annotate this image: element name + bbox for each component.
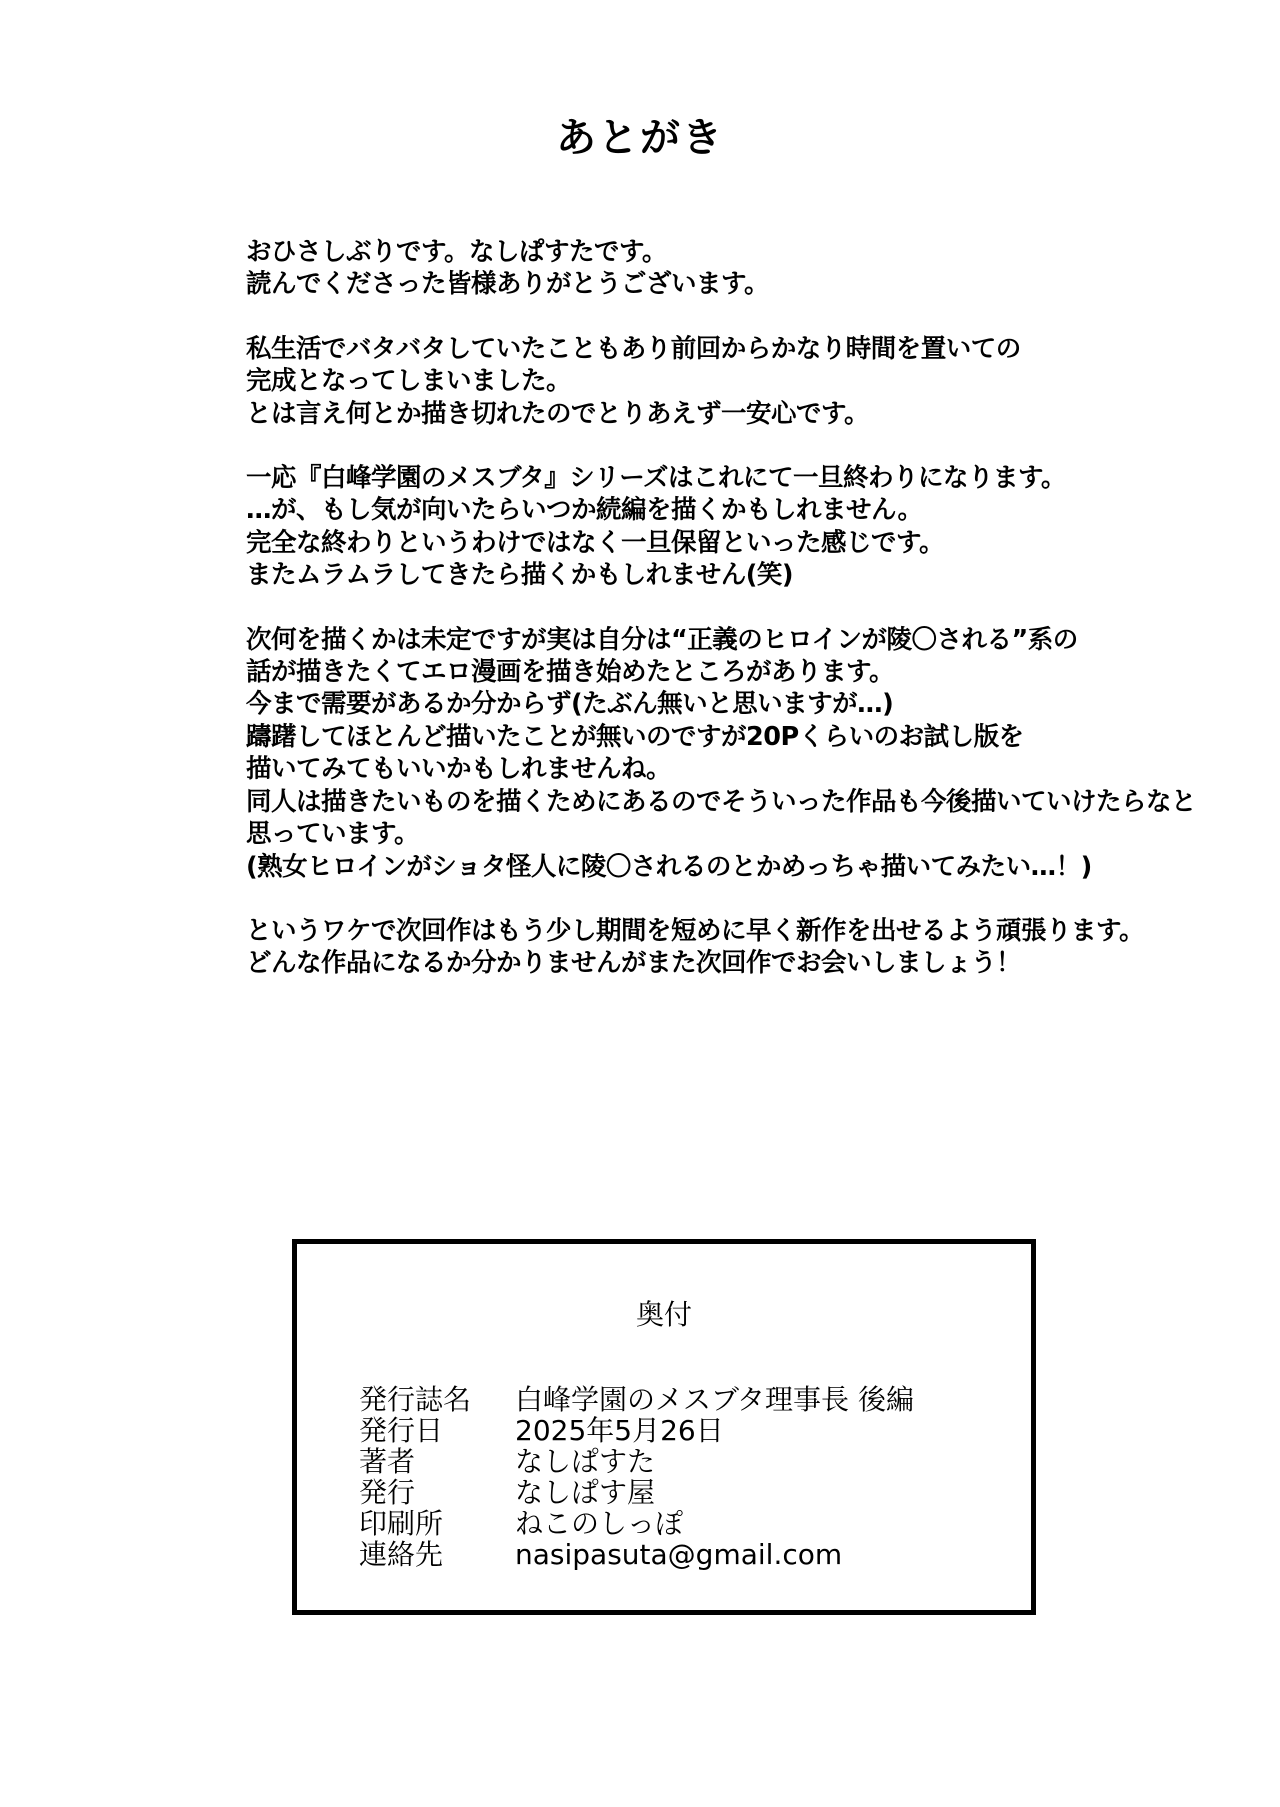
text-line: 完成となってしまいました。 [246,366,572,397]
colophon-value: なしぱすた [515,1445,656,1478]
colophon-row-contact [359,1539,914,1570]
text-line: というワケで次回作はもう少し期間を短めに早く新作を出せるよう頑張ります。 [246,915,1144,946]
paragraph-series-end [246,462,1236,592]
text-line: 次何を描くかは未定ですが実は自分は“正義のヒロインが陵〇される”系の [246,624,1078,655]
text-line: おひさしぶりです。なしぱすたです。 [246,237,667,267]
colophon-row-publication-title [359,1384,914,1415]
paragraph-completion [246,333,1236,430]
text-line: 私生活でバタバタしていたこともあり前回からかなり時間を置いての [246,333,1021,364]
colophon-row-printer [359,1508,914,1539]
text-line: またムラムラしてきたら描くかもしれません(笑) [246,560,794,591]
colophon-title: 奥付 [635,1298,692,1331]
colophon-label: 発行日 [359,1414,444,1447]
colophon-row-publication-date [359,1415,914,1446]
paragraph-greeting [246,236,1236,301]
afterword-text [246,236,1236,1012]
colophon-label: 発行誌名 [359,1383,472,1416]
text-line: 読んでくださった皆様ありがとうございます。 [246,269,769,300]
text-line: 完全な終わりというわけではなく一旦保留といった感じです。 [246,527,944,558]
colophon-label: 連絡先 [359,1538,444,1571]
text-line: 一応『白峰学園のメスブタ』シリーズはこれにて一旦終わりになります。 [246,463,1066,494]
colophon-label: 印刷所 [359,1507,444,1540]
colophon-label: 著者 [359,1445,416,1478]
text-line: とは言え何とか描き切れたのでとりあえず一安心です。 [246,398,869,429]
text-line: どんな作品になるか分かりませんがまた次回作でお会いしましょう！ [246,948,1022,979]
text-line: 描いてみてもいいかもしれませんね。 [246,754,672,785]
text-line: …が、もし気が向いたらいつか続編を描くかもしれません。 [246,495,923,526]
paragraph-next-plans [246,624,1236,883]
colophon-box [292,1239,1036,1615]
text-line: 話が描きたくてエロ漫画を描き始めたところがあります。 [246,657,894,688]
text-line: 同人は描きたいものを描くためにあるのでそういった作品も今後描いていけたらなと [246,786,1197,817]
page-title: あとがき [556,115,724,161]
text-line: (熟女ヒロインがショタ怪人に陵〇されるのとかめっちゃ描いてみたい…！) [246,851,1092,882]
colophon-row-author [359,1446,914,1477]
colophon-value: 2025年5月26日 [515,1414,724,1447]
text-line: 思っています。 [246,819,419,850]
colophon-row-publisher [359,1477,914,1508]
colophon-contact-email: nasipasuta@gmail.com [515,1538,843,1571]
colophon-label: 発行 [359,1476,416,1509]
paragraph-closing [246,915,1236,980]
colophon-rows [359,1384,914,1570]
colophon-value: なしぱす屋 [515,1476,656,1509]
colophon-value: ねこのしっぽ [515,1507,684,1540]
colophon-value: 白峰学園のメスブタ理事長 後編 [515,1383,914,1416]
text-line: 躊躇してほとんど描いたことが無いのですが20Pくらいのお試し版を [246,721,1024,752]
text-line: 今まで需要があるか分からず(たぶん無いと思いますが…) [246,689,894,720]
